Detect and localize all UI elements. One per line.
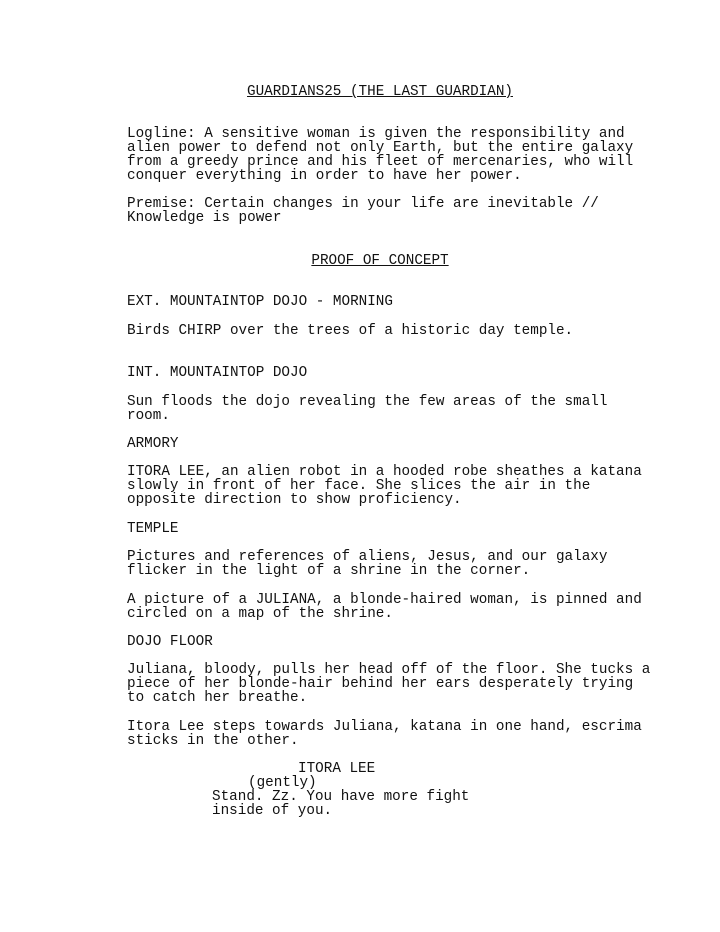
action-line: ITORA LEE, an alien robot in a hooded robe sheathes a katana xyxy=(127,464,642,480)
action-line: room. xyxy=(127,408,170,424)
subheading-dojo-floor: DOJO FLOOR xyxy=(127,634,213,650)
action-line: opposite direction to show proficiency. xyxy=(127,492,462,508)
logline-line: Logline: A sensitive woman is given the responsibility and xyxy=(127,126,625,142)
subheading-temple: TEMPLE xyxy=(127,521,179,537)
script-title: GUARDIANS25 (THE LAST GUARDIAN) xyxy=(247,84,513,100)
dialogue-parenthetical: (gently) xyxy=(248,775,317,791)
action-line: Itora Lee steps towards Juliana, katana in one hand, escrima xyxy=(127,719,642,735)
action-line: to catch her breathe. xyxy=(127,690,308,706)
action-line: circled on a map of the shrine. xyxy=(127,606,393,622)
section-heading: PROOF OF CONCEPT xyxy=(311,253,449,269)
scene-heading: EXT. MOUNTAINTOP DOJO - MORNING xyxy=(127,294,393,310)
action-line: Sun floods the dojo revealing the few areas of the small xyxy=(127,394,608,410)
premise-line: Premise: Certain changes in your life are inevitable // xyxy=(127,196,599,212)
premise-line: Knowledge is power xyxy=(127,210,282,226)
dialogue-line: Stand. Zz. You have more fight xyxy=(212,789,470,805)
dialogue-line: inside of you. xyxy=(212,803,333,819)
action-line: slowly in front of her face. She slices the air in the xyxy=(127,478,591,494)
logline-line: alien power to defend not only Earth, but the entire galaxy xyxy=(127,140,634,156)
action-line: A picture of a JULIANA, a blonde-haired woman, is pinned and xyxy=(127,592,642,608)
logline-line: conquer everything in order to have her power. xyxy=(127,168,522,184)
dialogue-character: ITORA LEE xyxy=(298,761,376,777)
scene-heading: INT. MOUNTAINTOP DOJO xyxy=(127,365,308,381)
logline-line: from a greedy prince and his fleet of mercenaries, who will xyxy=(127,154,634,170)
action-line: Juliana, bloody, pulls her head off of the floor. She tucks a xyxy=(127,662,651,678)
action-line: flicker in the light of a shrine in the corner. xyxy=(127,563,531,579)
action-line: piece of her blonde-hair behind her ears desperately trying xyxy=(127,676,634,692)
action-line: Pictures and references of aliens, Jesus, and our galaxy xyxy=(127,549,608,565)
action-line: Birds CHIRP over the trees of a historic day temple. xyxy=(127,323,574,339)
action-line: sticks in the other. xyxy=(127,733,299,749)
subheading-armory: ARMORY xyxy=(127,436,179,452)
